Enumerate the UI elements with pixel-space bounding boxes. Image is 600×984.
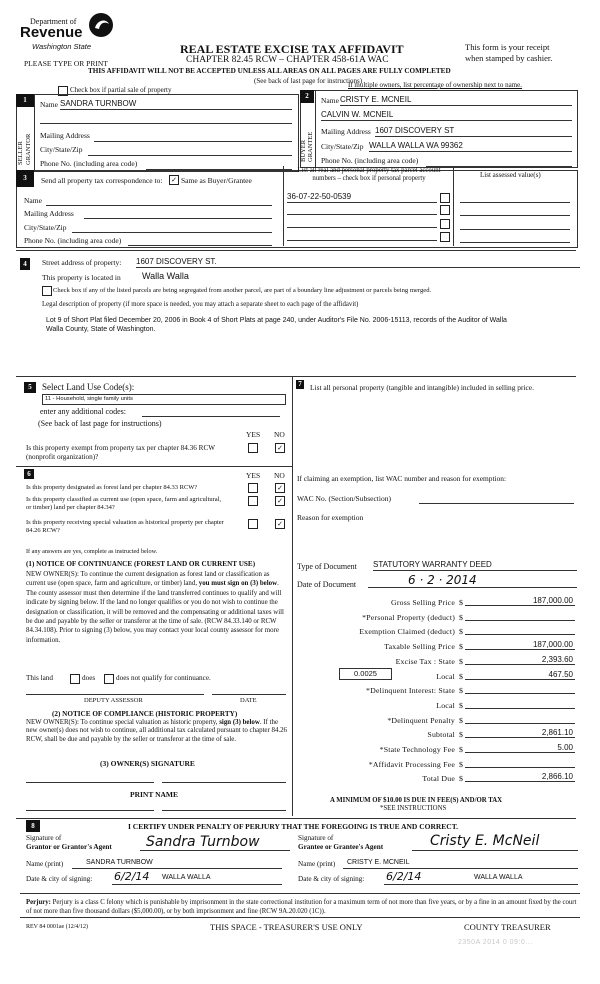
legal-description[interactable]: Lot 9 of Short Plat filed December 20, 2006 in Book 4 of Short Plats at page 240, under Auditor's File No. 2006-15113, records of the Auditor of Walla Walla County, State of Washington. [46, 317, 507, 333]
form-title: REAL ESTATE EXCISE TAX AFFIDAVIT [180, 42, 404, 56]
multiple-owners-note: If multiple owners, list percentage of ownership next to name. [348, 81, 522, 89]
corr-name-field[interactable] [46, 196, 272, 206]
parcel-number-field[interactable] [287, 204, 437, 215]
perjury-text: Perjury is a class C felony which is punishable by imprisonment in the state correctional institution for a maximum term of not more than five years, or by a fine in an amount fixed by the court of not more than five thousand dollars ($5,000.00), or by both imprisonment and fine (RCW 9A.20.020 (1C)). [26, 899, 577, 915]
grantee-sig-label [298, 834, 383, 852]
does-not-checkbox[interactable] [104, 674, 114, 684]
question-yes-checkbox[interactable] [248, 496, 258, 506]
county-treasurer-label: COUNTY TREASURER [464, 922, 551, 932]
question-yes-checkbox[interactable] [248, 483, 258, 493]
grantee-sig-label-2: Grantee or Grantee's Agent [298, 843, 384, 851]
question-no-checkbox[interactable]: ✓ [275, 483, 285, 493]
certify-statement: I CERTIFY UNDER PENALTY OF PERJURY THAT THE FOREGOING IS TRUE AND CORRECT. [128, 822, 459, 831]
corr-phone-label: Phone No. (including area code) [24, 236, 122, 245]
seller-name-field[interactable]: SANDRA TURNBOW [60, 99, 292, 110]
buyer-divider [315, 90, 316, 167]
fee-label: Total Due [422, 774, 455, 783]
grantor-date-city-label: Date & city of signing: [26, 875, 93, 883]
fee-label: Taxable Selling Price [384, 642, 455, 651]
currency-symbol: $ [459, 701, 463, 710]
land-use-see-back: (See back of last page for instructions) [38, 419, 162, 428]
buyer-name-field[interactable]: CRISTY E. MCNEIL [340, 95, 572, 106]
grantee-label: GRANTEE [307, 131, 314, 162]
footer-top-rule [20, 893, 580, 894]
corr-mailing-field[interactable] [84, 209, 272, 219]
grantor-sig-label-1: Signature of [26, 834, 62, 842]
personal-property-label: List all personal property (tangible and intangible) included in selling price. [310, 383, 534, 392]
doc-date-field[interactable]: 6 · 2 · 2014 [368, 573, 577, 588]
s6-no-header: NO [274, 471, 285, 480]
fee-label: Local [436, 672, 455, 681]
personal-property-checkbox[interactable] [440, 205, 450, 215]
footer-bottom-rule [20, 917, 580, 918]
question-no-checkbox[interactable]: ✓ [275, 519, 285, 529]
fee-value-field[interactable] [465, 758, 575, 768]
street-label: Street address of property: [42, 258, 122, 267]
fee-value-field[interactable] [465, 684, 575, 694]
section-5-badge: 5 [24, 382, 36, 393]
parcel-number-field[interactable]: 36-07-22-50-0539 [287, 192, 437, 203]
seller-mailing-label: Mailing Address [40, 131, 90, 140]
corr-phone-field[interactable] [128, 236, 272, 246]
logo-line1: Department of [30, 17, 77, 26]
wac-field[interactable] [419, 494, 574, 504]
grantor-signature-field[interactable]: Sandra Turnbow [140, 834, 290, 851]
if-yes-note: If any answers are yes, complete as instructed below. [26, 548, 158, 555]
seller-label: SELLER [17, 141, 24, 165]
grantor-name-print-label: Name (print) [26, 860, 64, 868]
correspondence-label: Send all property tax correspondence to: [41, 176, 163, 185]
land-use-code-field[interactable]: 11 - Household, single family units [42, 394, 286, 405]
street-field[interactable]: 1607 DISCOVERY ST. [136, 257, 580, 268]
question-text: Is this property classified as current use (open space, farm and agricultural, or timber) land per chapter 84.34? [26, 496, 222, 511]
corr-city-label: City/State/Zip [24, 223, 67, 232]
currency-symbol: $ [459, 774, 463, 783]
same-as-buyer-checkbox[interactable]: ✓ [169, 175, 179, 185]
corr-city-field[interactable] [72, 223, 272, 233]
fee-value-field[interactable]: 5.00 [465, 743, 575, 753]
parcel-divider-right [453, 166, 454, 246]
personal-property-checkbox[interactable] [440, 193, 450, 203]
owner-signature-line-1[interactable] [26, 782, 154, 783]
seller-phone-field[interactable] [146, 159, 292, 170]
section-1-badge: 1 [16, 94, 34, 107]
section-3-badge: 3 [16, 170, 34, 187]
seller-name2-field[interactable] [40, 113, 292, 124]
assessor-date-line [212, 694, 286, 695]
currency-symbol: $ [459, 613, 463, 622]
exemption-label: If claiming an exemption, list WAC number and reason for exemption: [297, 474, 507, 483]
owner-signature-line-2[interactable] [162, 782, 286, 783]
personal-property-checkbox[interactable] [440, 232, 450, 242]
does-not-label: does not qualify for continuance. [116, 674, 211, 682]
additional-codes-field[interactable] [142, 407, 280, 417]
fee-value-field[interactable]: 2,393.60 [465, 655, 575, 665]
exempt-question: Is this property exempt from property tax per chapter 84.36 RCW (nonprofit organization)? [26, 444, 215, 461]
print-name-line-1[interactable] [26, 810, 154, 811]
fee-label: Subtotal [427, 730, 455, 739]
treasurer-use-label: THIS SPACE - TREASURER'S USE ONLY [210, 922, 363, 932]
seller-phone-label: Phone No. (including area code) [40, 159, 138, 168]
perjury-bold: Perjury: [26, 899, 51, 906]
seller-name-label: Name [40, 100, 58, 109]
currency-symbol: $ [459, 716, 463, 725]
buyer-phone-field[interactable] [426, 156, 572, 167]
notice1-text-a: NEW OWNER(S): To continue the current designation as forest land or classification as current use (open space, farm and agriculture, or timber) land, [26, 571, 270, 588]
seller-divider [34, 94, 35, 171]
deputy-assessor-label: DEPUTY ASSESSOR [84, 697, 143, 704]
buyer-city-field[interactable]: WALLA WALLA WA 99362 [369, 141, 572, 152]
grantor-sig-label [26, 834, 112, 852]
section-4-top-rule [16, 250, 576, 251]
section-6-badge: 6 [24, 469, 34, 479]
see-back-note: (See back of last page for instructions) [254, 77, 363, 85]
treasurer-stamp: 2350A 2014 0 09:0... [458, 939, 533, 946]
assessed-value-field[interactable] [460, 192, 570, 203]
notice2-text [26, 719, 288, 744]
fee-label: *Delinquent Interest: State [366, 686, 455, 695]
buyer-side-label [300, 110, 314, 162]
no-header: NO [274, 430, 285, 439]
fee-label: *Personal Property (deduct) [362, 613, 455, 622]
notice2-text-a: NEW OWNER(S): To continue special valuation as historic property, [26, 719, 220, 726]
fee-value-field[interactable]: 187,000.00 [465, 640, 575, 650]
currency-symbol: $ [459, 657, 463, 666]
fee-value-field[interactable]: 187,000.00 [465, 596, 575, 606]
currency-symbol: $ [459, 627, 463, 636]
grantor-city: WALLA WALLA [162, 874, 211, 881]
receipt-note-1: This form is your receipt [465, 42, 550, 52]
print-name-line-2[interactable] [162, 810, 286, 811]
legal-label: Legal description of property (if more space is needed, you may attach a separate sheet to each page of the affidavit) [42, 301, 359, 308]
parcel-number-field[interactable] [287, 230, 437, 241]
same-as-buyer-label: Same as Buyer/Grantee [181, 176, 252, 185]
fee-label: *Delinquent Penalty [387, 716, 455, 725]
section-6-top-rule [16, 466, 292, 467]
notice1-title: (1) NOTICE OF CONTINUANCE (FOREST LAND OR CURRENT USE) [26, 560, 256, 568]
parcels-header-1: List all real and personal property tax parcel account [297, 167, 441, 174]
fee-label: Excise Tax : State [395, 657, 455, 666]
assessed-value-field[interactable] [460, 219, 570, 230]
seller-side-label [17, 115, 35, 165]
logo-line3: Washington State [32, 42, 92, 51]
buyer-city-label: City/State/Zip [321, 142, 364, 151]
section-8-badge: 8 [26, 820, 40, 832]
fee-value-field[interactable]: 467.50 [465, 670, 575, 680]
notice2-title: (2) NOTICE OF COMPLIANCE (HISTORIC PROPERTY) [52, 710, 238, 718]
fee-value-field[interactable] [465, 611, 575, 621]
this-land-label: This land [26, 674, 53, 682]
grantor-date-city-field[interactable] [112, 872, 282, 885]
fee-label: *State Technology Fee [379, 745, 455, 754]
exempt-yes-checkbox[interactable] [248, 443, 258, 453]
doc-type-label: Type of Document [297, 562, 357, 571]
section-8-top-rule [16, 818, 576, 819]
grantee-city: WALLA WALLA [474, 874, 523, 881]
question-yes-checkbox[interactable] [248, 519, 258, 529]
s6-yes-header: YES [246, 471, 261, 480]
question-no-checkbox[interactable]: ✓ [275, 496, 285, 506]
parcel-divider-left [283, 166, 284, 246]
receipt-note-2: when stamped by cashier. [465, 53, 553, 63]
section-7-badge: 7 [296, 380, 304, 389]
seller-city-field[interactable] [88, 145, 292, 156]
doc-date-label: Date of Document [297, 580, 357, 589]
buyer-label: BUYER [300, 139, 307, 162]
see-instructions: *SEE INSTRUCTIONS [380, 805, 447, 812]
notice2-text-b: . If the new owner(s) does not wish to continue, all additional tax calculated pursuant to chapter 84.26 RCW, shall be due and payable by the seller or transferor at the time of sale. [26, 719, 288, 743]
fee-label: Gross Selling Price [390, 598, 455, 607]
currency-symbol: $ [459, 730, 463, 739]
located-label: This property is located in [42, 273, 121, 282]
currency-symbol: $ [459, 642, 463, 651]
notice2-bold: sign (3) below [219, 719, 260, 726]
assessed-header: List assessed value(s) [480, 171, 541, 179]
fee-value-field[interactable]: 2,861.10 [465, 728, 575, 738]
parcels-header [285, 167, 453, 183]
parcels-header-2: numbers – check box if personal property [312, 175, 426, 182]
grantee-date: 6/2/14 [386, 870, 422, 883]
exemption-top-rule [286, 466, 292, 467]
buyer-mailing-label: Mailing Address [321, 127, 371, 136]
please-type: PLEASE TYPE OR PRINT [24, 59, 108, 68]
grantor-date: 6/2/14 [114, 870, 150, 883]
parcel-number-field[interactable] [287, 217, 437, 228]
grantor-name-print-field[interactable]: SANDRA TURNBOW [72, 859, 282, 869]
section-4-badge: 4 [20, 258, 30, 270]
exempt-no-checkbox[interactable]: ✓ [275, 443, 285, 453]
currency-symbol: $ [459, 760, 463, 769]
doc-type-field[interactable]: STATUTORY WARRANTY DEED [373, 560, 577, 571]
notice1-bold: you must sign on (3) below [198, 580, 278, 588]
buyer-phone-label: Phone No. (including area code) [321, 156, 419, 165]
partial-sale-label: Check box if partial sale of property [70, 86, 172, 94]
personal-property-checkbox[interactable] [440, 219, 450, 229]
logo [20, 10, 115, 50]
additional-codes-label: enter any additional codes: [40, 407, 126, 416]
date-label: DATE [240, 697, 257, 704]
segregated-label: Check box if any of the listed parcels are being segregated from another parcel, are part of a boundary line adjustment or parcels being merged. [53, 287, 432, 294]
notice1-text [26, 570, 290, 645]
question-text: Is this property designated as forest land per chapter 84.33 RCW? [26, 484, 198, 491]
form-subtitle: CHAPTER 82.45 RCW – CHAPTER 458-61A WAC [186, 55, 389, 65]
reason-label: Reason for exemption [297, 513, 364, 522]
assessed-value-field[interactable] [460, 205, 570, 216]
rev-number: REV 84 0001ae (12/4/12) [26, 924, 89, 930]
fee-value-field[interactable]: 2,866.10 [465, 772, 575, 782]
notice1-text-b: . The county assessor must then determine if the land transferred continues to qualify and will indicate by signing below. If the land no longer qualifies or you do not wish to continue the designation or classification, it will be removed and the compensating or additional taxes will be due and payable by the seller or transferor at the time of sale. (RCW 84.33.140 or RCW 84.34.108). Prior to signing (3) below, you may contact your local county assessor for more information. [26, 580, 284, 644]
currency-symbol: $ [459, 598, 463, 607]
grantee-date-city-label: Date & city of signing: [298, 875, 365, 883]
fee-value-field[interactable] [465, 625, 575, 635]
located-value: Walla Walla [142, 271, 189, 281]
fee-value-field[interactable] [465, 714, 575, 724]
logo-swirl-icon [88, 12, 114, 38]
grantee-name-print-field[interactable]: CRISTY E. MCNEIL [343, 859, 578, 869]
grantee-date-city-field[interactable] [384, 872, 578, 885]
fee-label: *Affidavit Processing Fee [368, 760, 455, 769]
does-label: does [82, 674, 96, 682]
yes-header: YES [246, 430, 261, 439]
owner-signature-title: (3) OWNER(S) SIGNATURE [100, 759, 195, 768]
fee-label: Local [436, 701, 455, 710]
perjury-notice [26, 898, 578, 916]
does-checkbox[interactable] [70, 674, 80, 684]
grantor-label: GRANTOR [25, 133, 32, 165]
grantee-sig-label-1: Signature of [298, 834, 334, 842]
minimum-note: A MINIMUM OF $10.00 IS DUE IN FEE(S) AND/OR TAX [330, 797, 503, 804]
fee-value-field[interactable] [465, 699, 575, 709]
deputy-assessor-line [26, 694, 204, 695]
question-text: Is this property receiving special valuation as historical property per chapter 84.26 RCW? [26, 519, 224, 534]
land-use-label: Select Land Use Code(s): [42, 382, 135, 392]
fee-label: Exemption Claimed (deduct) [359, 627, 455, 636]
section-5-top-rule [16, 376, 576, 377]
buyer-name-label: Name [321, 96, 339, 105]
section-2-badge: 2 [300, 90, 314, 103]
buyer-mailing-field[interactable]: 1607 DISCOVERY ST [375, 126, 572, 137]
seller-mailing-field[interactable] [94, 131, 292, 142]
seller-city-label: City/State/Zip [40, 145, 83, 154]
grantor-sig-label-2: Grantor or Grantor's Agent [26, 843, 112, 851]
grantee-name-print-label: Name (print) [298, 860, 336, 868]
corr-mailing-label: Mailing Address [24, 209, 74, 218]
segregated-checkbox[interactable] [42, 286, 52, 296]
currency-symbol: $ [459, 686, 463, 695]
currency-symbol: $ [459, 672, 463, 681]
local-rate-field[interactable]: 0.0025 [339, 668, 392, 680]
corr-name-label: Name [24, 196, 42, 205]
grantee-signature-field[interactable]: Cristy E. McNeil [412, 832, 578, 851]
warning-text: THIS AFFIDAVIT WILL NOT BE ACCEPTED UNLESS ALL AREAS ON ALL PAGES ARE FULLY COMPLETED [88, 67, 451, 75]
assessed-value-field[interactable] [460, 232, 570, 243]
print-name-label: PRINT NAME [130, 790, 178, 799]
wac-label: WAC No. (Section/Subsection) [297, 494, 391, 503]
middle-divider [292, 376, 293, 816]
logo-line2: Revenue [20, 24, 83, 41]
currency-symbol: $ [459, 745, 463, 754]
buyer-name2-field[interactable]: CALVIN W. MCNEIL [321, 110, 572, 121]
